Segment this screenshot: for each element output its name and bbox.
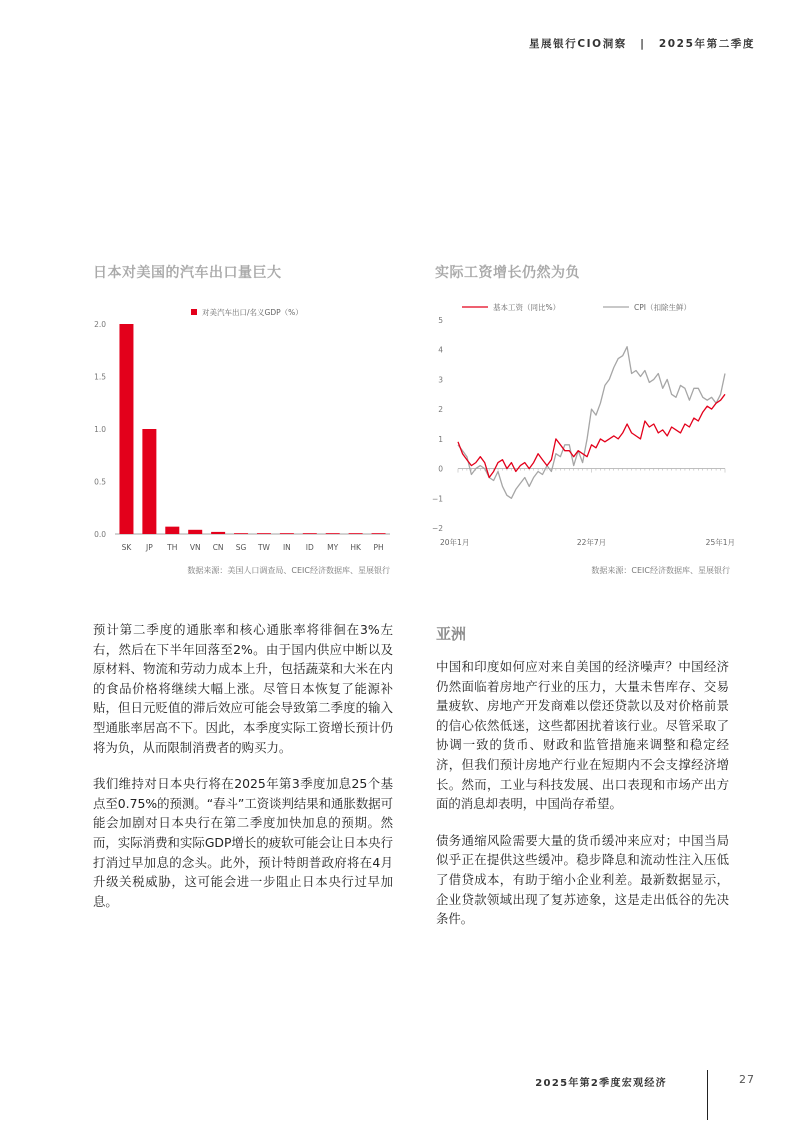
bar-jp — [142, 429, 156, 534]
bar-th — [165, 527, 179, 534]
bar-id — [303, 533, 317, 534]
bar-sg — [234, 533, 248, 534]
y-tick-label: 1.0 — [94, 425, 106, 434]
right-column — [436, 657, 729, 946]
legend-swatch — [191, 309, 197, 315]
x-tick-label: IN — [282, 543, 291, 552]
legend-label-cpi: CPI（扣除生鲜） — [634, 303, 691, 312]
line-chart — [425, 296, 745, 558]
legend-label-wages: 基本工资（同比%） — [493, 303, 561, 312]
legend-label: 对美汽车出口/名义GDP（%） — [202, 308, 303, 317]
x-tick-label: TH — [167, 543, 178, 552]
bar-tw — [257, 533, 271, 534]
page-number: 27 — [739, 1073, 755, 1086]
left-paragraph-1: 预计第二季度的通胀率和核心通胀率将徘徊在3%左右，然后在下半年回落至2%。由于国内供应中断以及原材料、物流和劳动力成本上升，包括蔬菜和大米在内的食品价格将继续大幅上涨。尽管日本恢复了能源补贴，但日元贬值的滞后效应可能会导致第二季度的输入型通胀率居高不下。因此，本季度实际工资增长预计仍将为负，从而限制消费者的购买力。 — [93, 622, 393, 755]
series-line-cpi — [458, 347, 725, 499]
bar-ph — [372, 533, 386, 534]
y-tick-label: −2 — [431, 524, 443, 533]
y-tick-label: 4 — [438, 345, 443, 355]
y-tick-label: 0.5 — [94, 477, 106, 487]
x-tick-label: SK — [121, 543, 132, 552]
bar-hk — [349, 533, 363, 534]
bar-cn — [211, 532, 225, 534]
bar-chart-source: 数据来源：美国人口调查局、CEIC经济数据库、星展银行 — [187, 566, 390, 575]
y-tick-label: 0 — [438, 464, 443, 474]
x-tick-label: TW — [257, 543, 270, 552]
y-tick-label: 1 — [438, 434, 443, 444]
x-tick-label: CN — [212, 543, 224, 552]
x-tick-label: 25年1月 — [705, 538, 735, 547]
footer-divider — [707, 1070, 708, 1120]
bar-my — [326, 533, 340, 534]
y-tick-label: 2 — [438, 405, 443, 415]
y-tick-label: 0.0 — [94, 530, 106, 539]
left-paragraph-2: 我们维持对日本央行将在2025年第3季度加息25个基点至0.75%的预测。“春斗”工资谈判结果和通胀数据可能会加剧对日本央行在第二季度加快加息的预期。然而，实际消费和实际GDP增长的疲软可能会让日本央行打消过早加息的念头。此外，预计特朗普政府将在4月升级关税威胁，这可能会进一步阻止日本央行过早加息。 — [93, 776, 394, 909]
right-paragraph-2: 债务通缩风险需要大量的货币缓冲来应对；中国当局似乎正在提供这些缓冲。稳步降息和流动性注入压低了借贷成本，有助于缩小企业利差。最新数据显示，企业贷款领域出现了复苏迹象，这是走出低谷的先决条件。 — [436, 832, 729, 927]
bar-chart — [80, 300, 400, 562]
x-tick-label: HK — [350, 543, 361, 552]
header-title: 星展银行CIO洞察 — [528, 38, 627, 50]
page-header — [529, 36, 755, 51]
y-tick-label: 5 — [438, 316, 443, 325]
x-tick-label: 20年1月 — [440, 538, 470, 547]
x-tick-label: ID — [305, 543, 314, 552]
bar-chart-title: 日本对美国的汽车出口量巨大 — [93, 265, 282, 281]
y-tick-label: −1 — [431, 494, 443, 504]
section-heading-asia: 亚洲 — [436, 625, 467, 643]
x-tick-label: 22年7月 — [576, 538, 607, 547]
y-tick-label: 3 — [438, 375, 443, 385]
x-tick-label: VN — [189, 543, 201, 552]
y-tick-label: 1.5 — [94, 372, 106, 382]
line-chart-title: 实际工资增长仍然为负 — [435, 265, 580, 281]
x-tick-label: SG — [235, 543, 247, 552]
bar-vn — [188, 530, 202, 534]
x-tick-label: JP — [146, 543, 153, 552]
left-column — [93, 620, 393, 928]
footer-title: 2025年第2季度宏观经济 — [535, 1078, 667, 1089]
header-quarter: 2025年第二季度 — [658, 38, 755, 50]
bar-in — [280, 533, 294, 534]
right-paragraph-1: 中国和印度如何应对来自美国的经济噪声？中国经济仍然面临着房地产行业的压力，大量未售库存、交易量疲软、房地产开发商难以偿还贷款以及对价格前景的信心依然低迷，这些都困扰着该行业。尽管采取了协调一致的货币、财政和监管措施来调整和稳定经济，但我们预计房地产行业在短期内不会支撑经济增长。然而，工业与科技发展、出口表现和市场产出方面的消息却表明，中国尚存希望。 — [436, 659, 729, 812]
header-separator: | — [640, 38, 646, 50]
x-tick-label: MY — [327, 543, 339, 552]
bar-sk — [119, 324, 133, 534]
line-chart-source: 数据来源：CEIC经济数据库、星展银行 — [591, 566, 730, 575]
x-tick-label: PH — [373, 543, 384, 552]
series-line-wages — [458, 394, 725, 477]
y-tick-label: 2.0 — [94, 320, 106, 329]
